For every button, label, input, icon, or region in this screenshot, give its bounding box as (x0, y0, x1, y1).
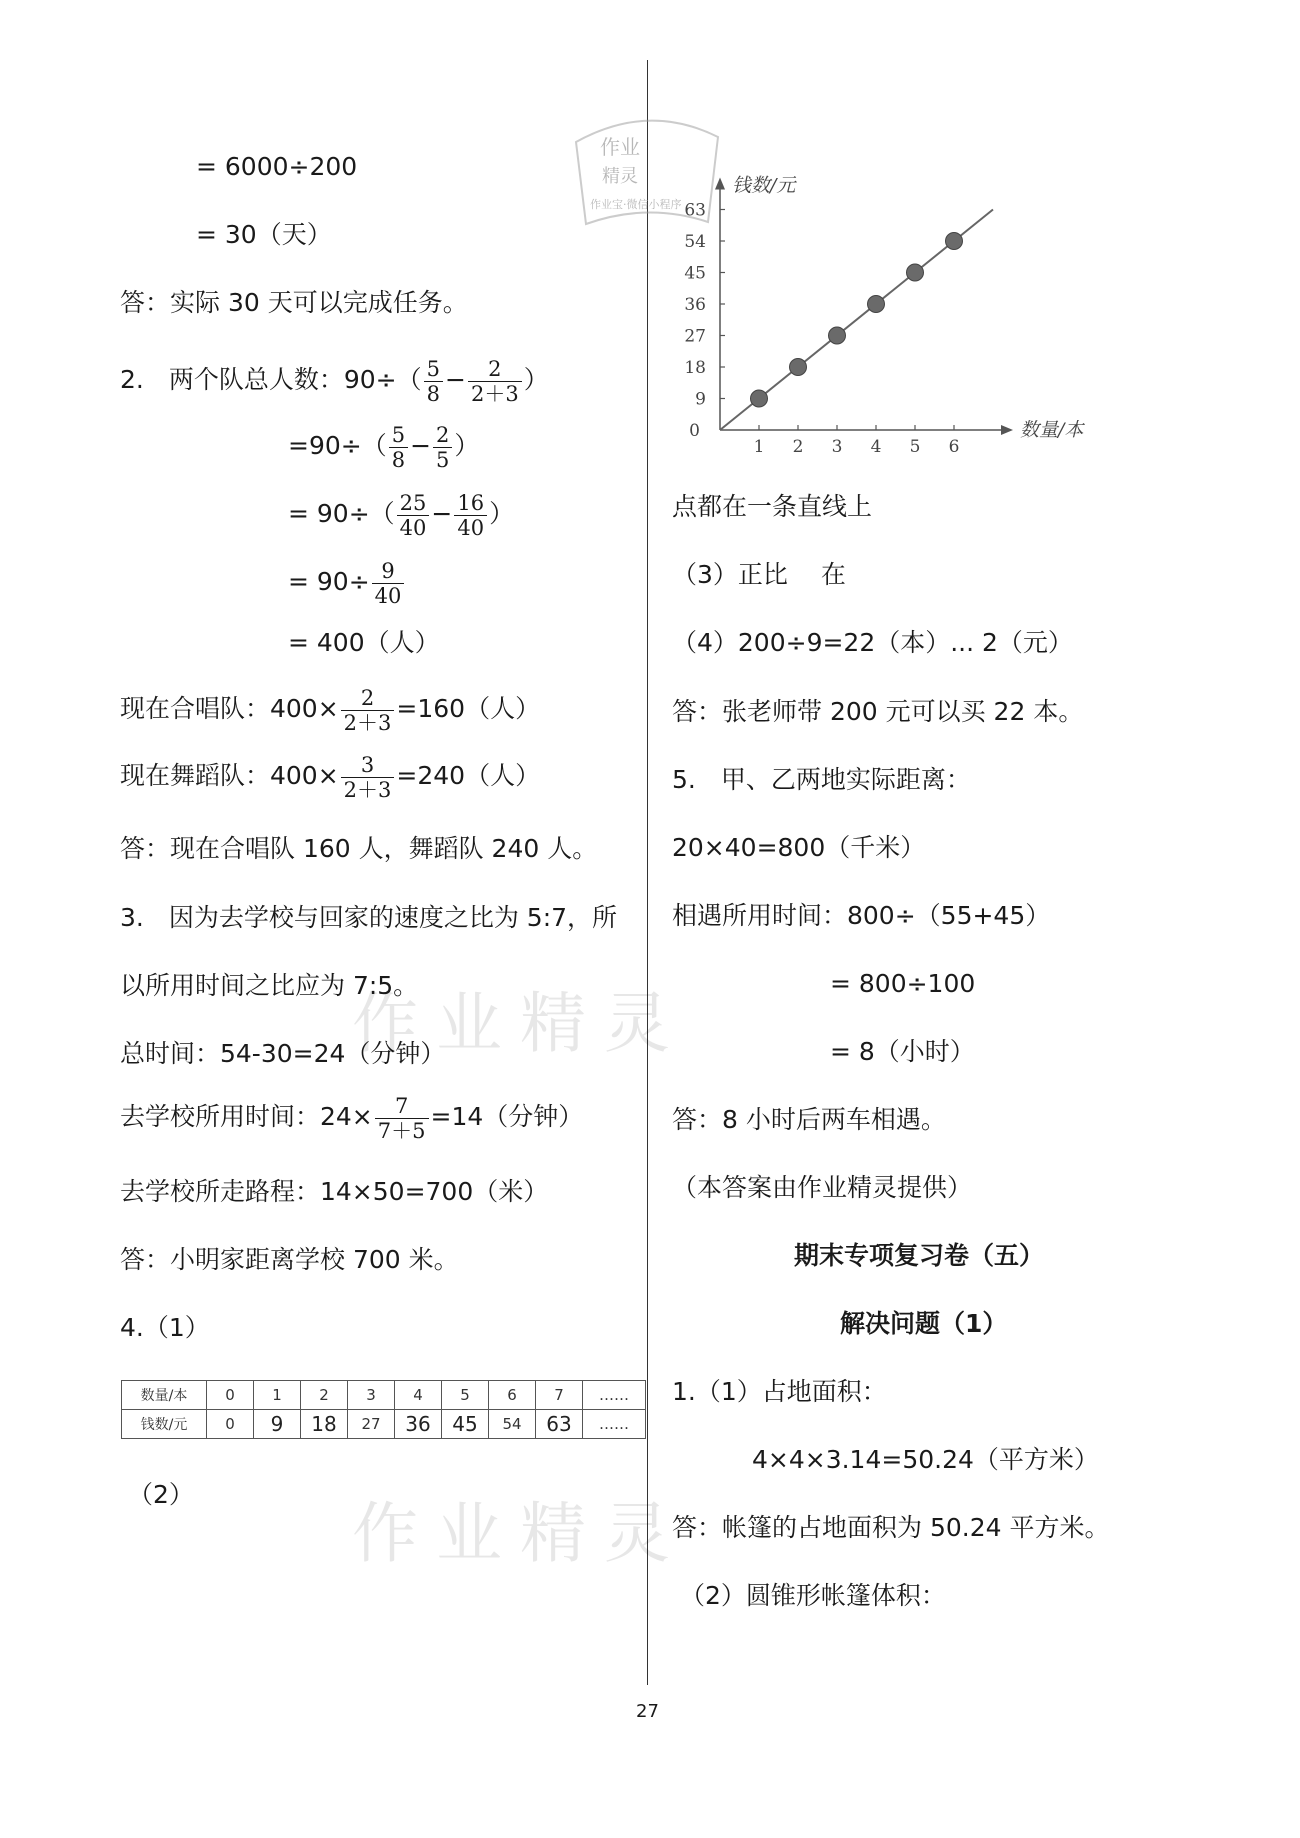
q4-part-2: （2） (128, 1480, 194, 1509)
stamp-text-bottom: 作业宝·微信小程序 (590, 198, 682, 211)
x-tick-label: 2 (792, 437, 804, 457)
data-point (751, 390, 768, 407)
q2-line-1 (120, 353, 549, 407)
origin-label: 0 (689, 421, 700, 441)
q3-time-line (120, 1090, 583, 1144)
prefix: =90÷（ (288, 431, 387, 460)
s1-line-3: （2）圆锥形帐篷体积： (680, 1581, 946, 1610)
q5-line-3: = 800÷100 (830, 969, 976, 998)
numerator: 5 (424, 357, 443, 382)
data-point (946, 233, 963, 250)
y-tick-label: 27 (684, 326, 706, 347)
q4-part-3: （3）正比 在 (672, 560, 846, 589)
denominator: 2＋3 (343, 710, 392, 735)
denominator: 2＋3 (343, 777, 392, 802)
table-cell: 0 (207, 1410, 254, 1439)
q3-line-2: 以所用时间之比应为 7:5。 (120, 971, 419, 1000)
stamp-watermark (568, 112, 733, 237)
numerator: 16 (454, 491, 487, 516)
choir-line (120, 682, 540, 736)
prefix: = 90÷ (288, 567, 370, 596)
y-tick-label: 54 (684, 232, 706, 252)
suffix: =14（分钟） (430, 1102, 584, 1131)
prefix: 去学校所用时间：24× (120, 1102, 373, 1131)
column-divider (647, 60, 648, 1685)
s1-answer: 答：帐篷的占地面积为 50.24 平方米。 (672, 1513, 1110, 1542)
answer-4: 答：张老师带 200 元可以买 22 本。 (672, 697, 1084, 726)
table-cell: 45 (442, 1410, 489, 1439)
table-cell: 18 (301, 1410, 348, 1439)
denominator: 40 (457, 515, 485, 540)
x-axis-label: 数量/本 (1020, 419, 1084, 441)
fraction (341, 686, 395, 735)
fraction (424, 357, 443, 406)
q4-part-1: 4.（1） (120, 1313, 210, 1342)
data-point (790, 359, 807, 376)
data-point (868, 296, 885, 313)
table-row (122, 1410, 646, 1439)
table-cell: 1 (254, 1381, 301, 1410)
answer-3: 答：小明家距离学校 700 米。 (120, 1245, 459, 1274)
table-cell: …… (583, 1410, 646, 1439)
numerator: 25 (397, 491, 430, 516)
q2-line-3 (288, 487, 514, 541)
s1-line-1: 1.（1）占地面积： (672, 1377, 887, 1406)
table-cell: …… (583, 1381, 646, 1410)
fraction (397, 491, 430, 540)
section-title: 期末专项复习卷（五） (794, 1241, 1045, 1270)
y-tick-label: 9 (695, 389, 706, 410)
q5-line-2: 相遇所用时间：800÷（55+45） (672, 901, 1051, 930)
numerator: 2 (468, 357, 522, 382)
q3-distance: 去学校所走路程：14×50=700（米） (120, 1177, 549, 1206)
x-tick-label: 3 (831, 437, 843, 457)
prefix: = 90÷（ (288, 499, 395, 528)
table-row (122, 1381, 646, 1410)
fraction (372, 559, 405, 608)
table-cell: 3 (348, 1381, 395, 1410)
denominator: 40 (399, 515, 427, 540)
fraction (341, 753, 395, 802)
table-cell: 2 (301, 1381, 348, 1410)
x-tick-label: 5 (909, 437, 921, 457)
y-tick-label: 63 (684, 200, 706, 221)
denominator: 8 (426, 381, 440, 406)
fraction (433, 423, 452, 472)
table-cell: 54 (489, 1410, 536, 1439)
minus-sign: − (445, 365, 466, 394)
watermark-text: 作业精灵 (352, 985, 688, 1062)
calc-line-2: = 30（天） (196, 220, 332, 249)
q3-total: 总时间：54-30=24（分钟） (120, 1039, 446, 1068)
calc-line-1: = 6000÷200 (196, 152, 358, 181)
y-tick-label: 45 (684, 263, 706, 284)
stamp-text-mid: 精灵 (602, 166, 638, 187)
table-cell: 27 (348, 1410, 395, 1439)
denominator: 40 (374, 583, 402, 608)
watermark-text: 作业精灵 (352, 1495, 688, 1572)
chart-note: 点都在一条直线上 (672, 492, 873, 521)
answer-2: 答：现在合唱队 160 人，舞蹈队 240 人。 (120, 834, 598, 863)
table-header: 数量/本 (122, 1381, 207, 1410)
x-tick-label: 4 (870, 437, 882, 457)
value-table (121, 1380, 646, 1439)
numerator: 7 (375, 1094, 429, 1119)
x-tick-label: 1 (753, 437, 765, 457)
minus-sign: − (431, 499, 453, 528)
fraction (389, 423, 408, 472)
q4-part-4: （4）200÷9=22（本）... 2（元） (672, 628, 1073, 657)
q5-line-1: 20×40=800（千米） (672, 833, 926, 862)
numerator: 9 (372, 559, 405, 584)
q2-prefix: 2. 两个队总人数：90÷（ (120, 365, 422, 394)
page-number: 27 (636, 1701, 659, 1722)
q2-line-4 (288, 555, 406, 609)
numerator: 5 (389, 423, 408, 448)
denominator: 5 (436, 447, 450, 472)
suffix: =160（人） (396, 694, 541, 723)
close-paren: ） (454, 431, 480, 460)
x-tick-label: 6 (948, 437, 960, 457)
dance-line (120, 749, 540, 803)
q3-line-1: 3. 因为去学校与回家的速度之比为 5:7，所 (120, 903, 618, 932)
q2-line-2 (288, 419, 479, 473)
answer-5: 答：8 小时后两车相遇。 (672, 1105, 946, 1134)
y-axis-label: 钱数/元 (732, 174, 796, 197)
prefix: 现在合唱队：400× (120, 694, 339, 723)
table-cell: 9 (254, 1410, 301, 1439)
close-paren: ） (489, 499, 515, 528)
suffix: =240（人） (396, 761, 541, 790)
q2-line-5: = 400（人） (288, 628, 440, 657)
table-header: 钱数/元 (122, 1410, 207, 1439)
answer-1: 答：实际 30 天可以完成任务。 (120, 288, 468, 317)
denominator: 8 (391, 447, 406, 472)
table-cell: 63 (536, 1410, 583, 1439)
table-cell: 4 (395, 1381, 442, 1410)
denominator: 2＋3 (470, 381, 519, 406)
fraction (375, 1094, 429, 1143)
prefix: 现在舞蹈队：400× (120, 761, 339, 790)
s1-line-2: 4×4×3.14=50.24（平方米） (752, 1445, 1099, 1474)
table-cell: 7 (536, 1381, 583, 1410)
numerator: 3 (341, 753, 395, 778)
table-cell: 5 (442, 1381, 489, 1410)
fraction (454, 491, 487, 540)
stamp-text-top: 作业 (600, 135, 640, 159)
numerator: 2 (341, 686, 395, 711)
y-tick-label: 18 (684, 358, 706, 378)
q5-line-4: = 8（小时） (830, 1037, 975, 1066)
y-tick-label: 36 (684, 295, 706, 315)
credit-line: （本答案由作业精灵提供） (672, 1173, 973, 1202)
q5-title: 5. 甲、乙两地实际距离： (672, 765, 971, 794)
denominator: 7＋5 (377, 1118, 426, 1143)
minus-sign: − (410, 431, 432, 460)
table-cell: 0 (207, 1381, 254, 1410)
data-point (829, 327, 846, 344)
section-subtitle: 解决问题（1） (840, 1309, 1008, 1338)
table-cell: 6 (489, 1381, 536, 1410)
close-paren: ） (523, 365, 549, 394)
numerator: 2 (433, 423, 452, 448)
data-point (907, 264, 924, 281)
table-cell: 36 (395, 1410, 442, 1439)
fraction (468, 357, 522, 406)
x-axis-arrow (1001, 425, 1013, 435)
